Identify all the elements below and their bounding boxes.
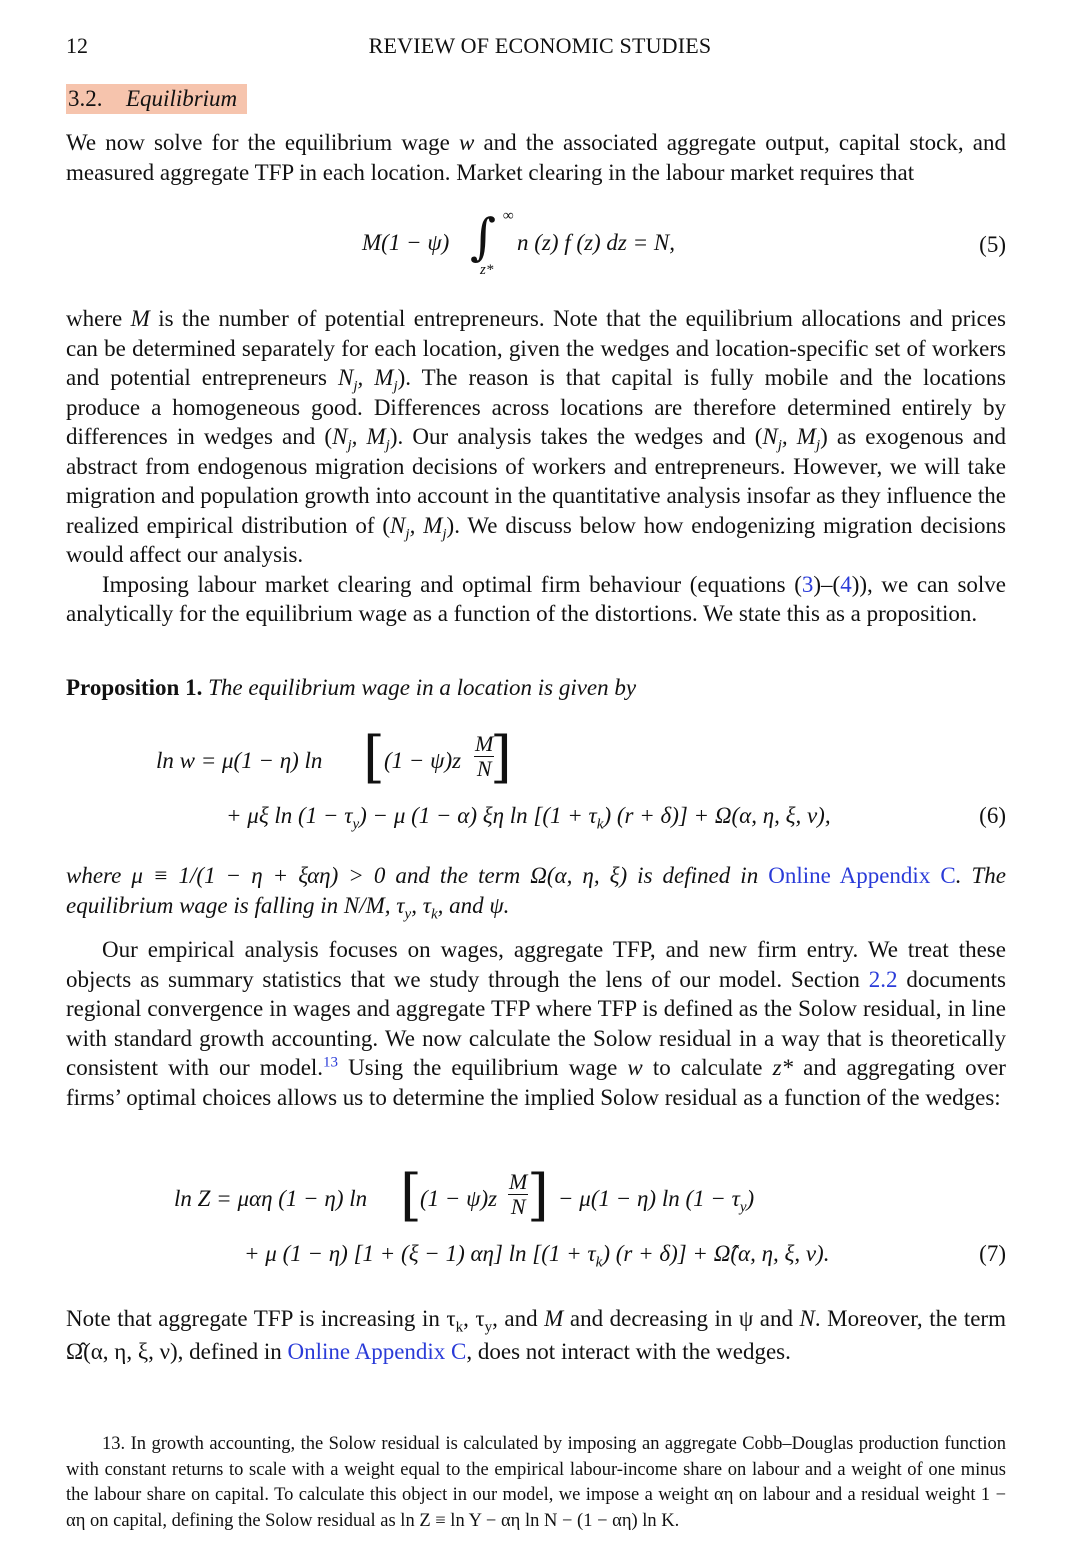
eq7-inner: (1 − ψ)z [420,1186,498,1211]
fraction-numerator: M [509,1169,528,1194]
section-title: Equilibrium [126,86,238,111]
fraction-denominator: N [510,1194,526,1219]
where-text-b: . The equilibrium wage is falling in N/M, τ [66,863,1006,918]
equation-ref-3-link[interactable]: 3 [801,571,814,597]
footnote-marker-link[interactable]: 13 [323,1054,339,1071]
para1-text-a: We now solve for the equilibrium wage [66,130,459,155]
para5-text-a: Note that aggregate TFP is increasing in τ [66,1306,456,1331]
equation-ref-4-link[interactable]: 4 [840,571,852,597]
paragraph-empirical [66,935,1006,1112]
eq7-rhs-a: − μ(1 − η) ln (1 − τ [558,1186,740,1211]
tuple-NM: $N_j$, $M_j$ [762,424,821,454]
para4-text-e: and aggregating over firms’ optimal choices allows us to determine the implied Solow residual as a function of the wedges: [66,1055,1006,1110]
page-number: 12 [66,33,88,58]
para2-text-a: where [66,306,131,331]
var-w: w [627,1055,643,1080]
para5-sub-y: y [484,1319,493,1336]
para1-var-w: w [458,130,475,155]
para3-text-a: Imposing labour market clearing and optimal firm behaviour (equations ( [102,571,802,597]
eq6-sub-y: y [352,816,360,833]
eq6-sub-k: k [596,816,604,833]
online-appendix-link[interactable]: Online Appendix C [287,1339,467,1364]
fraction-M-over-N [508,1170,528,1219]
footnote-13 [66,1432,1006,1534]
paragraph-tfp-note [66,1302,1006,1368]
para3-text-b: )), we can solve analytically for the equilibrium wage as a function of the distortions. We state this as a proposition. [66,571,1007,626]
right-bracket: ] [527,1163,549,1228]
eq5-lower-limit: z* [480,262,494,278]
para4-text-b: documents regional convergence in wages and aggregate TFP where TFP is defined as the Solow residual, in line with standard growth accounting. We now calculate the Solow residual in a way that is theoretically consistent with our model. [66,966,1006,1080]
para2-text-c: ). The reason is that capital is fully mobile and the locations produce a homogeneous good. Differences across locations are therefore determined entirely by differences in wedges and [66,365,1006,449]
para2-var-M: M [130,306,150,331]
tuple-NM: $N_j$, $M_j$ [332,424,390,454]
para2-text-d: ). Our analysis takes the wedges and [389,424,755,449]
where-sub-y: y [404,906,412,923]
eq5-upper-limit: ∞ [503,208,514,224]
eq7-line1-rhs [558,1186,755,1216]
section-ref-link[interactable]: 2.2 [868,966,898,992]
where-sub-k: k [430,906,438,923]
eq6-line2 [226,803,831,833]
tuple-NM: $N_j$, $M_j$ [390,512,447,543]
para4-text-d: to calculate [642,1055,773,1080]
footnote-text: 13. In growth accounting, the Solow residual is calculated by imposing an aggregate Cobb–Douglas production function with constant returns to scale with a weight equal to the empirical labour-income share on labour and a weight of one minus the labour share on capital. To calculate this object in our model, we impose a weight αη on labour and a residual weight 1 − αη on capital, defining the Solow residual as ln Z ≡ ln Y − αη ln N − (1 − αη) ln K. [66,1434,1006,1531]
journal-title: REVIEW OF ECONOMIC STUDIES [368,33,712,58]
para5-sub-k: k [455,1319,464,1336]
equation-5 [362,230,449,256]
para1-text-b: and the associated aggregate output, capital stock, and measured aggregate TFP in each location. Market clearing in the labour market requires that [66,130,1006,185]
para2-text-e: ) as exogenous and abstract from endogenous migration decisions of workers and entrepreneurs. However, we will take migration and population growth into account in the quantitative analysis insofar as they influence the realized empirical distribution of [66,424,1006,538]
section-heading [66,84,247,114]
fraction-numerator: M [475,731,494,756]
eq7-sub-y: y [739,1199,747,1216]
para5-text-f: , does not interact with the wedges. [466,1339,791,1364]
left-bracket: [ [363,725,385,790]
eq6-line2-b: ) − μ (1 − α) ξη ln [(1 + τ [359,803,597,828]
proposition-heading: Proposition 1. [66,675,203,700]
equation-number-7: (7) [979,1241,1006,1266]
para2-text-b: is the number of potential entrepreneurs. Note that the equilibrium allocations and prices can be determined separately for each location, given the wedges and location-specific set of workers and potential entrepreneurs [66,306,1006,390]
eq6-line2-a: + μξ ln (1 − τ [226,803,353,828]
eq6-line1-lhs: ln w = μ(1 − η) ln [156,748,323,773]
tuple-NM: $N_j$, $M_j$ [337,365,398,395]
left-bracket: [ [400,1163,422,1228]
para5-text-c: , and [492,1306,545,1331]
eq7-line2 [244,1241,830,1271]
eq6-line2-c: ) (r + δ)] + Ω(α, η, ξ, ν), [603,803,831,828]
eq6-inner: (1 − ψ)z [384,748,462,773]
fraction-denominator: N [476,756,492,781]
eq7-rhs-end: ) [746,1186,755,1211]
where-text-d: , and ψ. [437,892,510,918]
paragraph-locations: where M is the number of potential entrepreneurs. Note that the equilibrium allocations and prices can be determined separately for each location, given the wedges and location-specific set of workers and potential entrepreneurs $N_j$, $M_j$). The reason is that capital is fully mobile and the locations produce a homogeneous good. Differences across locations are therefore determined entirely by differences in wedges and ($N_j$, $M_j$). Our analysis takes the wedges and ($N_j$, $M_j$) as exogenous and abstract from endogenous migration decisions of workers and entrepreneurs. However, we will take migration and population growth into account in the quantitative analysis insofar as they influence the realized empirical distribution of ($N_j$, $M_j$). We discuss below how endogenizing migration decisions would affect our analysis. Imposing labour market clearing and optimal firm behaviour (equations (3)–(4)), we can solve analytically for the equilibrium wage as a function of the distortions. We state this as a proposition. [66,306,1007,626]
eq7-sub-k: k [595,1254,603,1271]
para2-text-f: ). We discuss below how endogenizing migration decisions would affect our analysis. [66,512,1006,567]
online-appendix-link[interactable]: Online Appendix C [768,863,956,888]
integral-sign: ∫ [470,208,497,266]
right-bracket: ] [490,725,512,790]
para5-text-e: . Moreover, the term Ω̂(α, η, ξ, ν), defined in [66,1306,1006,1364]
proposition-statement: The equilibrium wage in a location is given by [208,675,637,700]
proposition-1 [66,673,1006,703]
para4-text-c: Using the equilibrium wage [338,1055,628,1080]
equation-number-6: (6) [979,803,1006,828]
where-text-a: where μ ≡ 1/(1 − η + ξαη) > 0 and the term Ω(α, η, ξ) is defined in [66,863,769,888]
proposition-where-clause [66,861,1006,923]
para5-text-b: , τ [463,1306,485,1331]
where-text-c: , τ [411,892,431,918]
eq5-integrand: n (z) f (z) dz = N, [517,230,675,255]
var-M: M [544,1306,564,1331]
var-N: N [799,1306,815,1331]
paragraph-intro [66,128,1006,187]
eq7-line2-a: + μ (1 − η) [1 + (ξ − 1) αη] ln [(1 + τ [244,1241,596,1266]
para5-text-d: and decreasing in ψ and [563,1306,800,1331]
eq5-lhs: M(1 − ψ) [362,230,450,255]
para4-text-a: Our empirical analysis focuses on wages, aggregate TFP, and new firm entry. We treat these objects as summary statistics that we study through the lens of our model. Section [66,937,1006,992]
section-number: 3.2. [68,86,103,111]
eq7-line2-b: ) (r + δ)] + Ω̂(α, η, ξ, ν). [602,1241,830,1266]
para3-dash: )–( [813,571,841,597]
eq7-line1-lhs: ln Z = μαη (1 − η) ln [174,1186,368,1211]
var-z-star: z* [772,1055,794,1080]
equation-number-5: (5) [979,232,1006,257]
